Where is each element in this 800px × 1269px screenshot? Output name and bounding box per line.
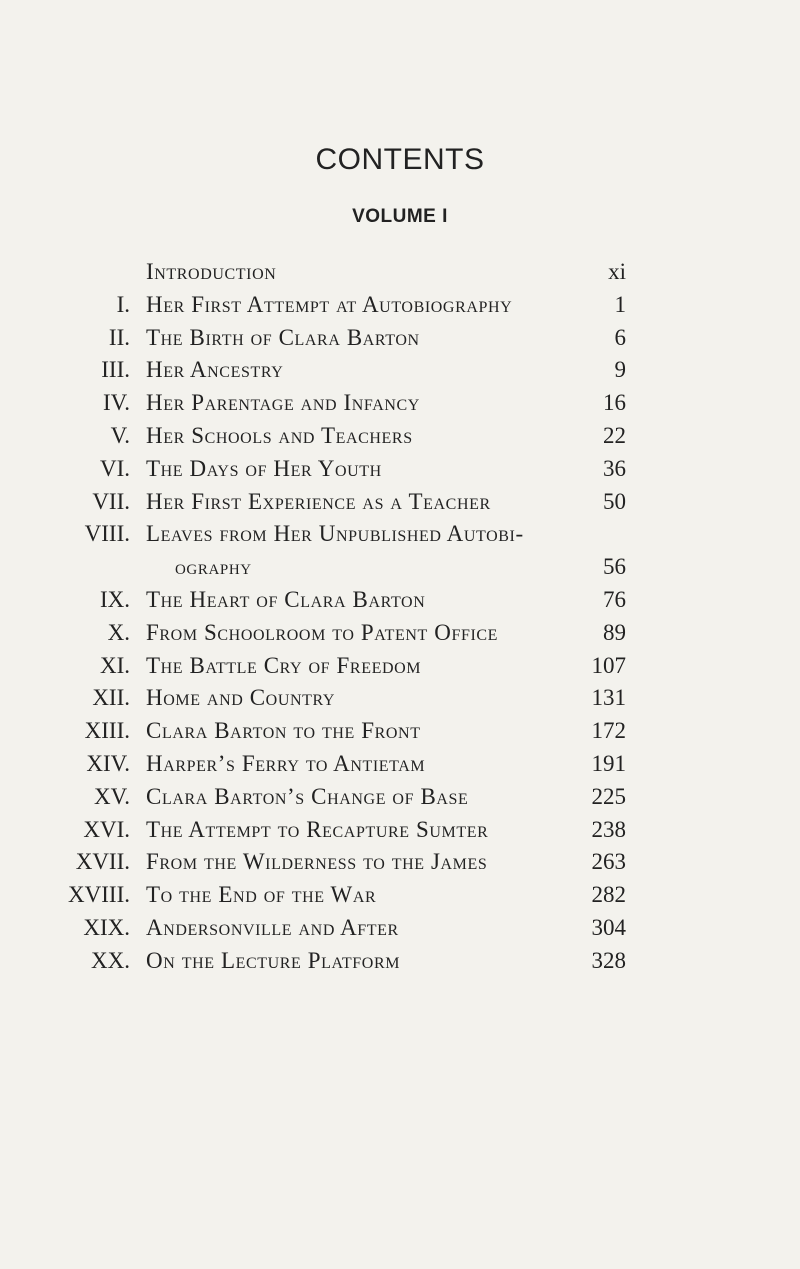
page-number: 22	[603, 422, 626, 448]
toc-entry-chapter-17	[0, 846, 800, 879]
chapter-number: X.	[107, 619, 130, 645]
page-number: 50	[603, 488, 626, 514]
toc-entry-chapter-5	[0, 420, 800, 453]
chapter-title: The Days of Her Youth	[146, 455, 382, 481]
chapter-number: XII.	[92, 685, 130, 711]
chapter-number: XVI.	[83, 816, 130, 842]
page-number: 225	[591, 783, 626, 809]
page-number: xi	[608, 259, 626, 284]
toc-entry-chapter-16	[0, 814, 800, 847]
chapter-title: Leaves from Her Unpublished Autobi-	[146, 521, 524, 547]
chapter-title: Harper’s Ferry to Antietam	[146, 750, 426, 776]
chapter-number: XIII.	[84, 718, 130, 744]
toc-entry-chapter-7	[0, 486, 800, 519]
page-number: 191	[591, 750, 626, 776]
page-number: 1	[614, 291, 626, 317]
chapter-number: VIII.	[84, 521, 130, 547]
toc-entry-chapter-18	[0, 879, 800, 912]
chapter-number: VI.	[99, 455, 130, 481]
toc-entry-chapter-8-continued	[0, 551, 800, 584]
toc-entry-chapter-3	[0, 354, 800, 387]
chapter-title: Clara Barton’s Change of Base	[146, 783, 469, 809]
page-number: 304	[591, 914, 626, 940]
chapter-title: The Attempt to Recapture Sumter	[146, 816, 489, 842]
toc-entry-chapter-2	[0, 322, 800, 355]
page-number: 16	[603, 390, 626, 416]
chapter-title: Introduction	[146, 259, 277, 284]
page-number: 89	[603, 619, 626, 645]
toc-entry-chapter-6	[0, 453, 800, 486]
toc-entry-chapter-8	[0, 518, 800, 551]
chapter-title: From the Wilderness to the James	[146, 849, 488, 875]
chapter-title: Clara Barton to the Front	[146, 718, 421, 744]
chapter-title: From Schoolroom to Patent Office	[146, 619, 499, 645]
chapter-number: XIV.	[86, 750, 130, 776]
toc-entry-chapter-10	[0, 617, 800, 650]
chapter-number: IX.	[99, 586, 130, 612]
page-number: 9	[614, 357, 626, 383]
chapter-number: XI.	[99, 652, 130, 678]
chapter-title: Her Schools and Teachers	[146, 422, 413, 448]
chapter-number: II.	[108, 324, 130, 350]
chapter-title: ography	[175, 555, 252, 580]
chapter-number: VII.	[92, 488, 130, 514]
page-number: 36	[603, 455, 626, 481]
page-number: 263	[591, 849, 626, 875]
chapter-title: The Heart of Clara Barton	[146, 586, 426, 612]
toc-entry-chapter-12	[0, 682, 800, 715]
toc-entry-chapter-20	[0, 945, 800, 978]
toc-entry-chapter-11	[0, 650, 800, 683]
toc-entry-chapter-9	[0, 584, 800, 617]
chapter-title: Andersonville and After	[146, 914, 399, 940]
chapter-title: To the End of the War	[146, 882, 377, 908]
chapter-title: Home and Country	[146, 685, 336, 711]
toc-entry-introduction	[0, 256, 800, 289]
toc-entry-chapter-14	[0, 748, 800, 781]
page-number: 238	[591, 816, 626, 842]
toc-entry-chapter-13	[0, 715, 800, 748]
page-number: 328	[591, 947, 626, 973]
page-number: 131	[591, 685, 626, 711]
toc-entry-chapter-4	[0, 387, 800, 420]
chapter-title: Her Ancestry	[146, 357, 284, 383]
chapter-number: IV.	[102, 390, 130, 416]
page-title: CONTENTS	[315, 143, 485, 176]
chapter-number: XVII.	[75, 849, 130, 875]
chapter-title: On the Lecture Platform	[146, 947, 401, 973]
chapter-title: Her First Attempt at Autobiography	[146, 291, 513, 317]
chapter-number: I.	[116, 291, 130, 317]
page-number: 56	[603, 554, 626, 580]
page-number: 172	[591, 718, 626, 744]
page-number: 282	[591, 882, 626, 908]
chapter-number: XV.	[93, 783, 130, 809]
page-number: 6	[614, 324, 626, 350]
chapter-number: III.	[101, 357, 130, 383]
chapter-number: XVIII.	[68, 882, 130, 908]
table-of-contents	[0, 256, 800, 978]
page-number: 76	[603, 586, 626, 612]
chapter-title: The Birth of Clara Barton	[146, 324, 420, 350]
chapter-title: Her Parentage and Infancy	[146, 390, 420, 416]
chapter-number: XIX.	[83, 914, 130, 940]
chapter-number: XX.	[91, 947, 130, 973]
toc-entry-chapter-19	[0, 912, 800, 945]
chapter-title: Her First Experience as a Teacher	[146, 488, 491, 514]
chapter-number: V.	[110, 422, 130, 448]
page-number: 107	[591, 652, 626, 678]
toc-entry-chapter-15	[0, 781, 800, 814]
volume-heading: VOLUME I	[352, 206, 448, 227]
toc-entry-chapter-1	[0, 289, 800, 322]
chapter-title: The Battle Cry of Freedom	[146, 652, 422, 678]
